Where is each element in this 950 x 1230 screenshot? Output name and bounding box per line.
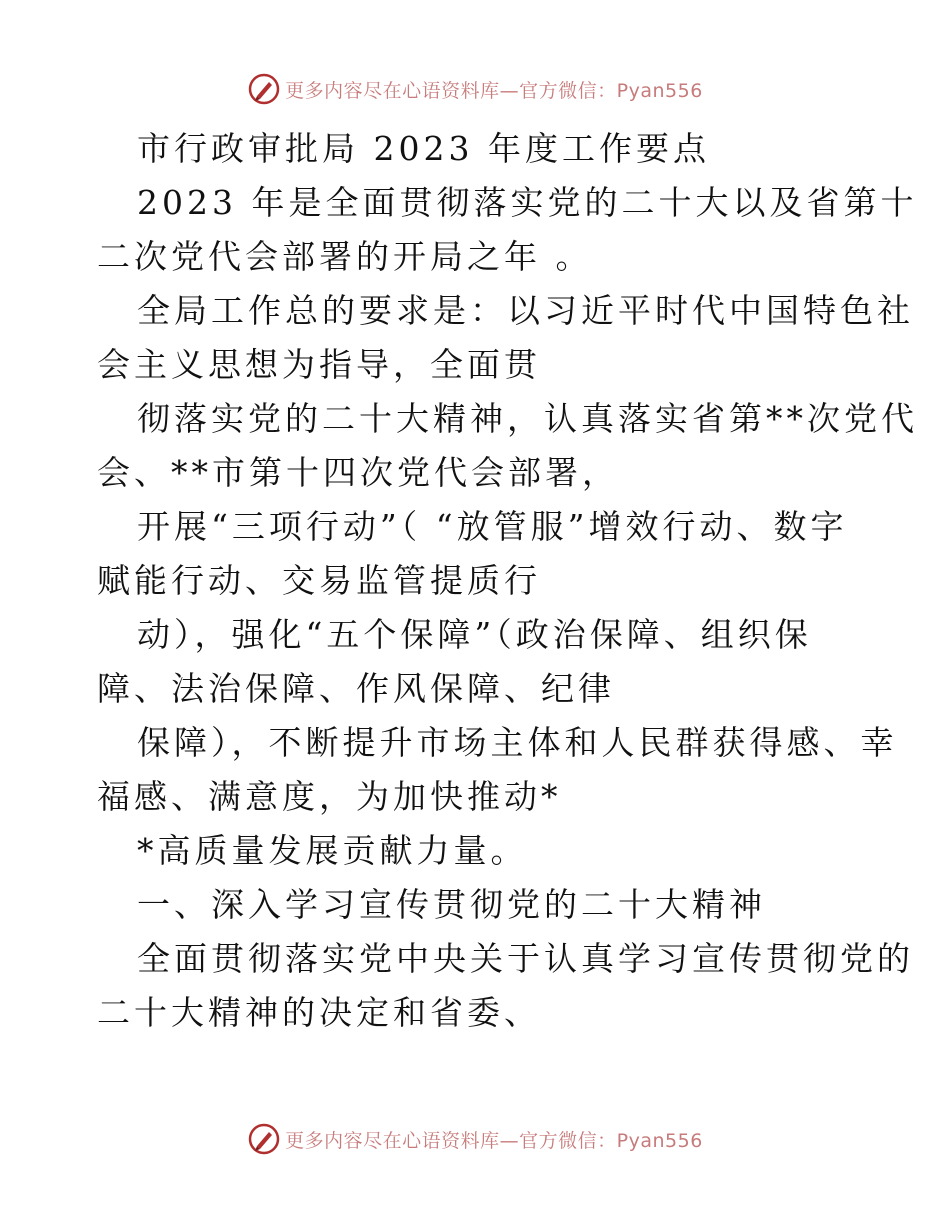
text-line: 全局工作总的要求是：以习近平时代中国特色社: [137, 291, 914, 330]
text-line: 赋能行动、交易监管提质行: [97, 561, 541, 600]
text-line: 会、**市第十四次党代会部署，: [97, 453, 619, 492]
text-line: 福感、满意度，为加快推动*: [97, 777, 562, 816]
text-line: 2023 年是全面贯彻落实党的二十大以及省第十: [137, 183, 918, 222]
text-line: 障、法治保障、作风保障、纪律: [97, 669, 615, 708]
document-body: [97, 122, 918, 1040]
watermark-text: 更多内容尽在心语资料库—官方微信：Pyan556: [285, 79, 703, 102]
text-line: 开展“三项行动”（ “放管服”增效行动、数字: [137, 507, 848, 546]
paragraph-lines: [97, 176, 918, 1040]
text-line: 彻落实党的二十大精神，认真落实省第**次党代: [137, 399, 918, 438]
text-line: 一、深入学习宣传贯彻党的二十大精神: [137, 885, 766, 924]
text-line: 全面贯彻落实党中央关于认真学习宣传贯彻党的: [137, 939, 914, 978]
text-line: 二次党代会部署的开局之年 。: [97, 237, 593, 276]
watermark-banner-bottom: [0, 1122, 950, 1156]
text-line: 动），强化“五个保障”（政治保障、组织保: [137, 615, 812, 654]
text-line: 保障），不断提升市场主体和人民群获得感、幸: [137, 723, 898, 762]
watermark-banner-top: [0, 72, 950, 106]
text-line: 会主义思想为指导，全面贯: [97, 345, 541, 384]
text-line: 二十大精神的决定和省委、: [97, 993, 541, 1032]
pen-logo-icon: [247, 72, 281, 106]
watermark-text: 更多内容尽在心语资料库—官方微信：Pyan556: [285, 1129, 703, 1152]
pen-logo-icon: [247, 1122, 281, 1156]
document-title: 市行政审批局 2023 年度工作要点: [137, 129, 710, 168]
text-line: *高质量发展贡献力量。: [137, 831, 528, 870]
